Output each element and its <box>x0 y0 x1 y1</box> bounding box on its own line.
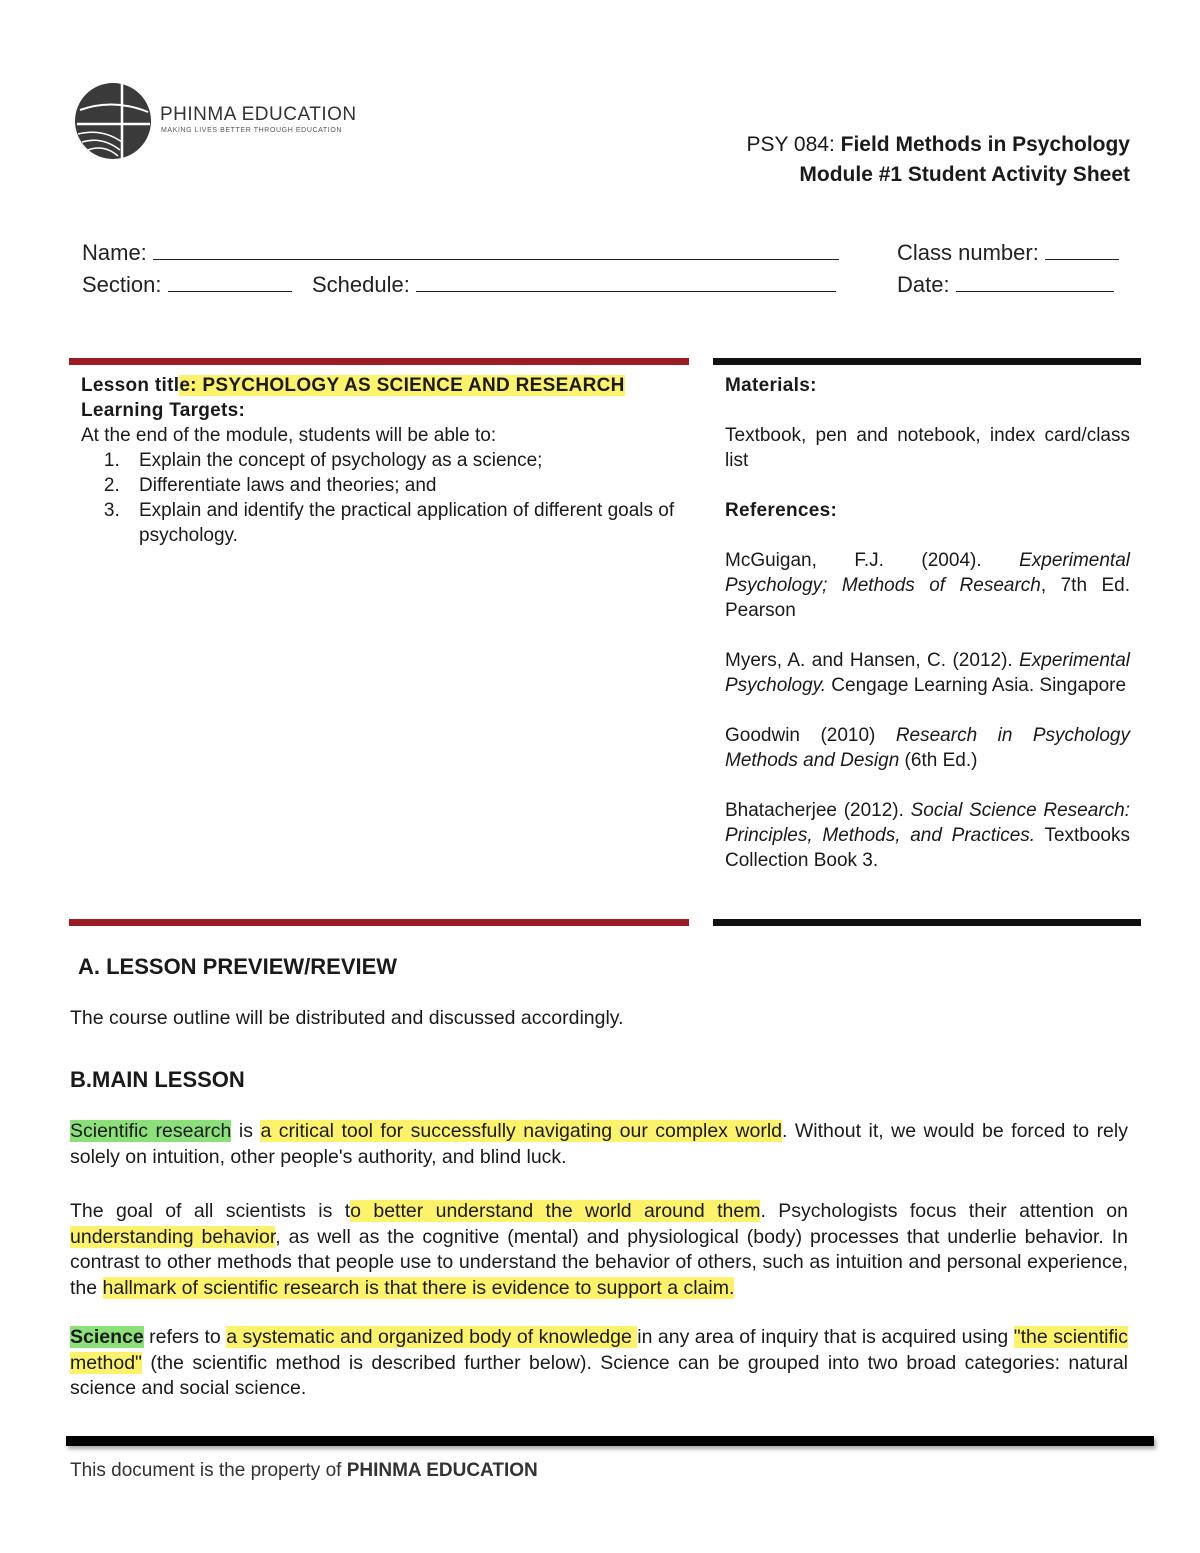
course-code: PSY 084: <box>746 133 841 156</box>
section-b-heading: B.MAIN LESSON <box>70 1067 245 1092</box>
name-input-line[interactable] <box>153 241 839 260</box>
footer-divider <box>66 1436 1154 1446</box>
footer-brand: PHINMA EDUCATION <box>346 1460 538 1481</box>
main-lesson-paragraph-1: Scientific research is a critical tool for successfully navigating our complex world. Without it, we would be forced to rely solely on intuition, other people's authority, and blind luck. <box>70 1120 1128 1168</box>
list-item: 1. Explain the concept of psychology as a science; <box>125 448 679 473</box>
name-field <box>82 240 839 266</box>
logo-tagline: MAKING LIVES BETTER THROUGH EDUCATION <box>161 127 343 134</box>
logo-name: PHINMA EDUCATION <box>160 104 357 125</box>
references-label: References: <box>725 500 838 521</box>
main-lesson-paragraph-3: Science refers to a systematic and organized body of knowledge in any area of inquiry that is acquired using "the scientific method" (the scientific method is described further below). Science can be grouped into two broad categories: natural science and social science. <box>70 1326 1128 1399</box>
reference-item: McGuigan, F.J. (2004). Experimental Psychology; Methods of Research, 7th Ed. Pearson <box>725 550 1130 621</box>
class-number-label: Class number: <box>897 240 1039 265</box>
learning-targets-label: Learning Targets: <box>81 400 246 421</box>
section-input-line[interactable] <box>168 273 292 292</box>
lesson-box <box>69 358 689 926</box>
section-a-heading: A. LESSON PREVIEW/REVIEW <box>78 954 398 979</box>
class-number-field <box>897 240 1119 266</box>
list-item: 3. Explain and identify the practical application of different goals of psychology. <box>125 498 679 548</box>
list-item: 2. Differentiate laws and theories; and <box>125 473 679 498</box>
materials-label: Materials: <box>725 375 817 396</box>
name-label: Name: <box>82 240 147 265</box>
learning-targets-list <box>81 448 679 548</box>
logo-globe-icon <box>72 80 154 162</box>
footer-text: This document is the property of PHINMA EDUCATION <box>70 1460 538 1481</box>
materials-box <box>713 358 1141 926</box>
course-title: Field Methods in Psychology <box>840 133 1130 156</box>
schedule-input-line[interactable] <box>416 273 836 292</box>
reference-item: Myers, A. and Hansen, C. (2012). Experimental Psychology. Cengage Learning Asia. Singapore <box>725 650 1130 696</box>
schedule-label: Schedule: <box>312 272 410 297</box>
course-header <box>746 130 1130 190</box>
section-label: Section: <box>82 272 162 297</box>
schedule-field <box>312 272 836 298</box>
section-field <box>82 272 292 298</box>
date-label: Date: <box>897 272 950 297</box>
reference-item: Goodwin (2010) Research in Psychology Methods and Design (6th Ed.) <box>725 725 1131 771</box>
main-lesson-paragraph-2: The goal of all scientists is to better understand the world around them. Psychologists focus their attention on understanding behavior, as well as the cognitive (mental) and physiological (body) processes that underlie behavior. In contrast to other methods that people use to understand the behavior of others, such as intuition and personal experience, the hallmark of scientific research is that there is evidence to support a claim. <box>70 1200 1128 1299</box>
lesson-title-row: Lesson title: PSYCHOLOGY AS SCIENCE AND RESEARCH <box>81 375 625 396</box>
module-label: Module #1 Student Activity Sheet <box>799 163 1130 186</box>
lesson-title-label: Lesson titl <box>81 375 180 396</box>
materials-text: Textbook, pen and notebook, index card/class list <box>725 425 1130 471</box>
date-field <box>897 272 1114 298</box>
class-number-input-line[interactable] <box>1045 241 1119 260</box>
learning-targets-intro: At the end of the module, students will be able to: <box>81 425 497 446</box>
reference-item: Bhatacherjee (2012). Social Science Research: Principles, Methods, and Practices. Textbooks Collection Book 3. <box>725 800 1131 871</box>
date-input-line[interactable] <box>956 273 1114 292</box>
section-a-text: The course outline will be distributed and discussed accordingly. <box>70 1007 624 1029</box>
lesson-title-value: PSYCHOLOGY AS SCIENCE AND RESEARCH <box>202 375 625 396</box>
